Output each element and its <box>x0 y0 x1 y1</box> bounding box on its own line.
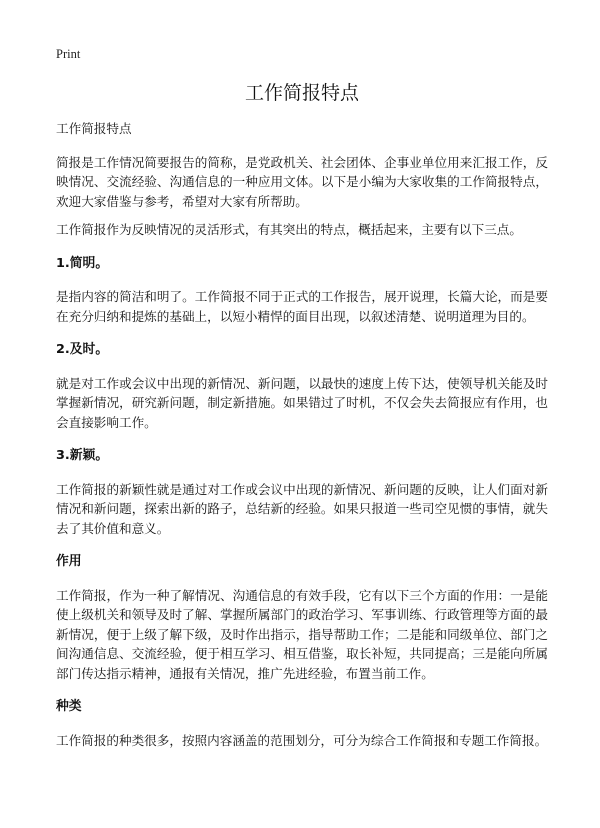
section-heading-types: 种类 <box>56 699 82 714</box>
section-body-types: 工作简报的种类很多，按照内容涵盖的范围划分，可分为综合工作简报和专题工作简报。 <box>56 732 548 748</box>
page-title: 工作简报特点 <box>244 82 359 104</box>
section-body-timely: 就是对工作或会议中出现的新情况、新问题，以最快的速度上传下达，使领导机关能及时掌握新情况，研究新问题，制定新措施。如果错过了时机，不仅会失去简报应有作用，也会直接影响工作。 <box>56 375 548 430</box>
section-body-function: 工作简报，作为一种了解情况、沟通信息的有效手段，它有以下三个方面的作用：一是能使上级机关和领导及时了解、掌握所属部门的政治学习、军事训练、行政管理等方面的最新情况，便于上级了解下级，及时作出指示，指导帮助工作；二是能和同级单位、部门之间沟通信息、交流经验，便于相互学习、相互借鉴，取长补短，共同提高；三是能向所属部门传达指示精神，通报有关情况，推广先进经验，布置当前工作。 <box>56 587 548 681</box>
section-heading-function: 作用 <box>56 554 82 569</box>
overview-paragraph: 工作简报作为反映情况的灵活形式，有其突出的特点，概括起来，主要有以下三点。 <box>56 222 522 237</box>
section-heading-timely: 2.及时。 <box>56 342 109 357</box>
section-body-novel: 工作简报的新颖性就是通过对工作或会议中出现的新情况、新问题的反映，让人们面对新情况和新问题，探索出新的路子，总结新的经验。如果只报道一些司空见惯的事情，就失去了其价值和意义。 <box>56 481 548 536</box>
article-subtitle: 工作简报特点 <box>56 121 132 136</box>
intro-paragraph: 简报是工作情况简要报告的简称，是党政机关、社会团体、企事业单位用来汇报工作，反映情况、交流经验、沟通信息的一种应用文体。以下是小编为大家收集的工作简报特点，欢迎大家借鉴与参考，希望对大家有所帮助。 <box>56 154 548 209</box>
article-body <box>56 119 548 750</box>
section-body-concise: 是指内容的简洁和明了。工作简报不同于正式的工作报告，展开说理，长篇大论，而是要在充分归纳和提炼的基础上，以短小精悍的面目出现，以叙述清楚、说明道理为目的。 <box>56 289 548 324</box>
section-heading-novel: 3.新颖。 <box>56 448 109 463</box>
section-heading-concise: 1.简明。 <box>56 255 109 271</box>
print-link[interactable]: Print <box>56 47 81 61</box>
